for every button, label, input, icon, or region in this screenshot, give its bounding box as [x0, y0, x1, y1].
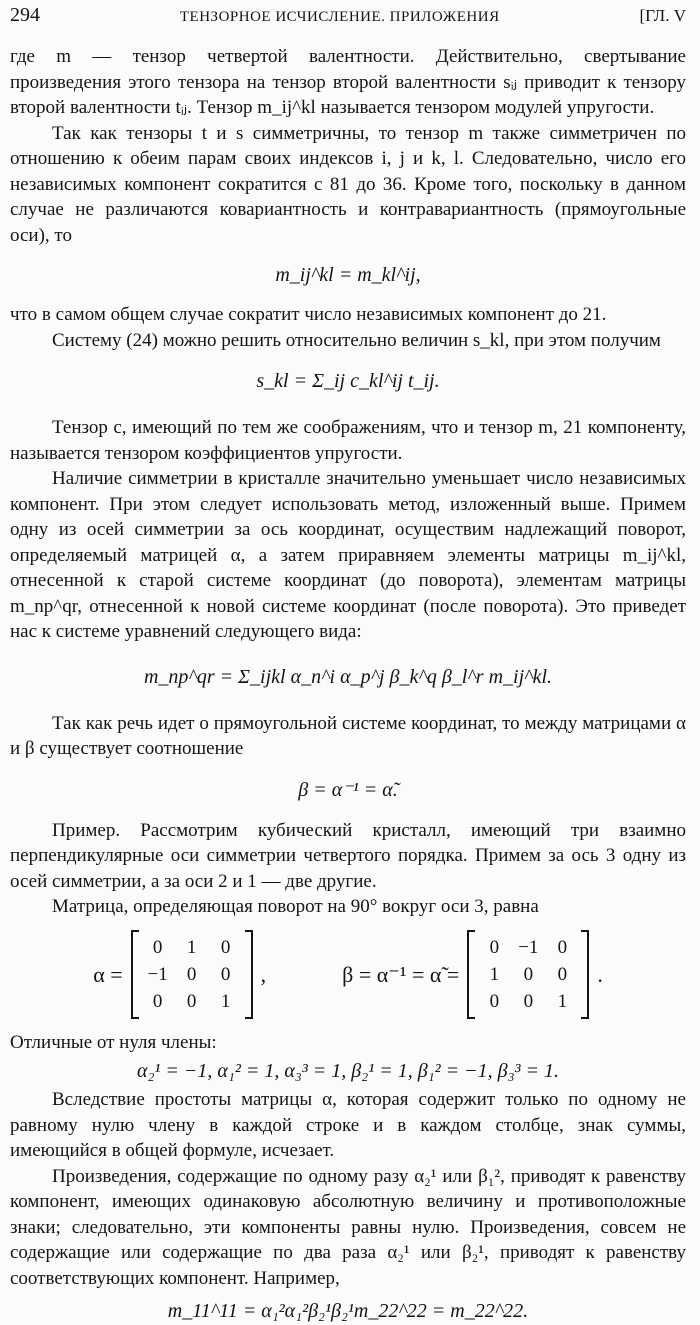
equation-inverse-system: s_kl = Σ_ij c_kl^ij t_ij.: [256, 370, 440, 392]
paragraph-2: Так как тензоры t и s симметричны, то тензор m также симметричен по отношению к обеим парам своих индексов i, j и k, l. Следовательно, число его независимых компонент сократится с 81 до 36. Кроме того, поскольку в данном случае не различаются ковариантность и контравариантность (прямоугольные оси), то: [10, 122, 686, 246]
beta-label: β = α⁻¹ = α̃ =: [342, 961, 460, 987]
paragraph-12: Произведения, содержащие по одному разу α₂¹ или β₁², приводят к равенству компонент, имеющих одинаковую абсолютную величину и противоположные знаки; следовательно, эти компоненты равны нулю. Произведения, совсем не содержащие или содержащие по два раза α₂¹ или β₂¹, приводят к равенству соответствующих компонент. Например,: [10, 1165, 686, 1289]
equation-symmetry: m_ij^kl = m_kl^ij,: [275, 264, 421, 286]
paragraph-1: где m — тензор четвертой валентности. Действительно, свертывание произведения этого тензора на тензор второй валентности sᵢⱼ приводит к тензору второй валентности tᵢⱼ. Тензор m_ij^kl называется тензором модулей упругости.: [10, 46, 686, 118]
paragraph-3: что в самом общем случае сократит число независимых компонент до 21.: [10, 304, 607, 325]
beta-matrix-cell: −1: [518, 936, 539, 958]
matrix-comma: ,: [260, 961, 267, 987]
beta-matrix-cell: 0: [489, 936, 500, 958]
running-title: ТЕНЗОРНОЕ ИСЧИСЛЕНИЕ. ПРИЛОЖЕНИЯ: [179, 9, 500, 25]
equation-orthogonal: β = α⁻¹ = α̃.: [298, 778, 398, 801]
running-head: [10, 4, 686, 30]
paragraph-9: Матрица, определяющая поворот на 90° вокруг оси 3, равна: [52, 896, 539, 917]
alpha-matrix: [131, 930, 253, 1019]
paragraph-4: Систему (24) можно решить относительно величин s_kl, при этом получим: [52, 329, 661, 351]
alpha-matrix-cell: −1: [147, 963, 168, 985]
matrix-period: .: [597, 961, 603, 987]
alpha-matrix-cell: 0: [220, 936, 231, 958]
beta-matrix-cell: 1: [557, 990, 568, 1012]
paragraph-11: Вследствие простоты матрицы α, которая содержит только по одному не равному нулю члену в каждой строке и в каждом столбце, знак суммы, имеющийся в общей формуле, исчезает.: [10, 1089, 686, 1161]
chapter-marker: [ГЛ. V: [639, 6, 686, 25]
paragraph-example: Пример. Рассмотрим кубический кристалл, имеющий три взаимно перпендикулярные оси симметрии четвертого порядка. Примем за ось 3 одну из осей симметрии, а за оси 2 и 1 — две другие.: [10, 819, 686, 892]
rotation-matrices: [10, 930, 686, 1020]
beta-matrix-cell: 0: [489, 990, 500, 1012]
alpha-matrix-cell: 0: [152, 936, 163, 958]
beta-matrix-cell: 0: [523, 963, 534, 985]
alpha-matrix-cell: 0: [152, 990, 163, 1012]
equation-example: m_11^11 = α₁²α₁²β₂¹β₂¹m_22^22 = m_22^22.: [167, 1300, 529, 1322]
alpha-matrix-cell: 0: [220, 963, 231, 985]
beta-matrix-cell: 0: [523, 990, 534, 1012]
beta-matrix: [467, 930, 589, 1019]
beta-matrix-cell: 0: [557, 963, 568, 985]
equation-nonzero-terms: α₂¹ = −1, α₁² = 1, α₃³ = 1, β₂¹ = 1, β₁² = −1, β₃³ = 1.: [136, 1060, 560, 1082]
beta-matrix-cell: 1: [489, 963, 500, 985]
alpha-matrix-cell: 1: [186, 936, 197, 958]
alpha-matrix-cell: 0: [186, 963, 197, 985]
beta-matrix-cell: 0: [557, 936, 568, 958]
paragraph-10: Отличные от нуля члены:: [10, 1031, 217, 1053]
equation-transformation: m_np^qr = Σ_ijkl α_n^i α_p^j β_k^q β_l^r m_ij^kl.: [143, 665, 553, 688]
paragraph-6: Наличие симметрии в кристалле значительно уменьшает число независимых компонент. При этом следует использовать метод, изложенный выше. Примем одну из осей симметрии за ось координат, осуществим надлежащий поворот, определяемый матрицей α, а затем приравняем элементы матрицы m_ij^kl, отнесенной к старой системе координат (до поворота), элементам матрицы m_np^qr, отнесенной к новой системе координат (после поворота). Это приведет нас к системе уравнений следующего вида:: [10, 468, 686, 642]
paragraph-7: Так как речь идет о прямоугольной системе координат, то между матрицами α и β существует соотношение: [10, 712, 686, 759]
alpha-matrix-cell: 1: [220, 990, 231, 1012]
page-number: 294: [10, 4, 40, 26]
paragraph-5: Тензор c, имеющий по тем же соображениям, что и тензор m, 21 компоненту, называется тензором коэффициентов упругости.: [10, 417, 686, 464]
alpha-label: α =: [93, 961, 123, 987]
alpha-matrix-cell: 0: [186, 990, 197, 1012]
